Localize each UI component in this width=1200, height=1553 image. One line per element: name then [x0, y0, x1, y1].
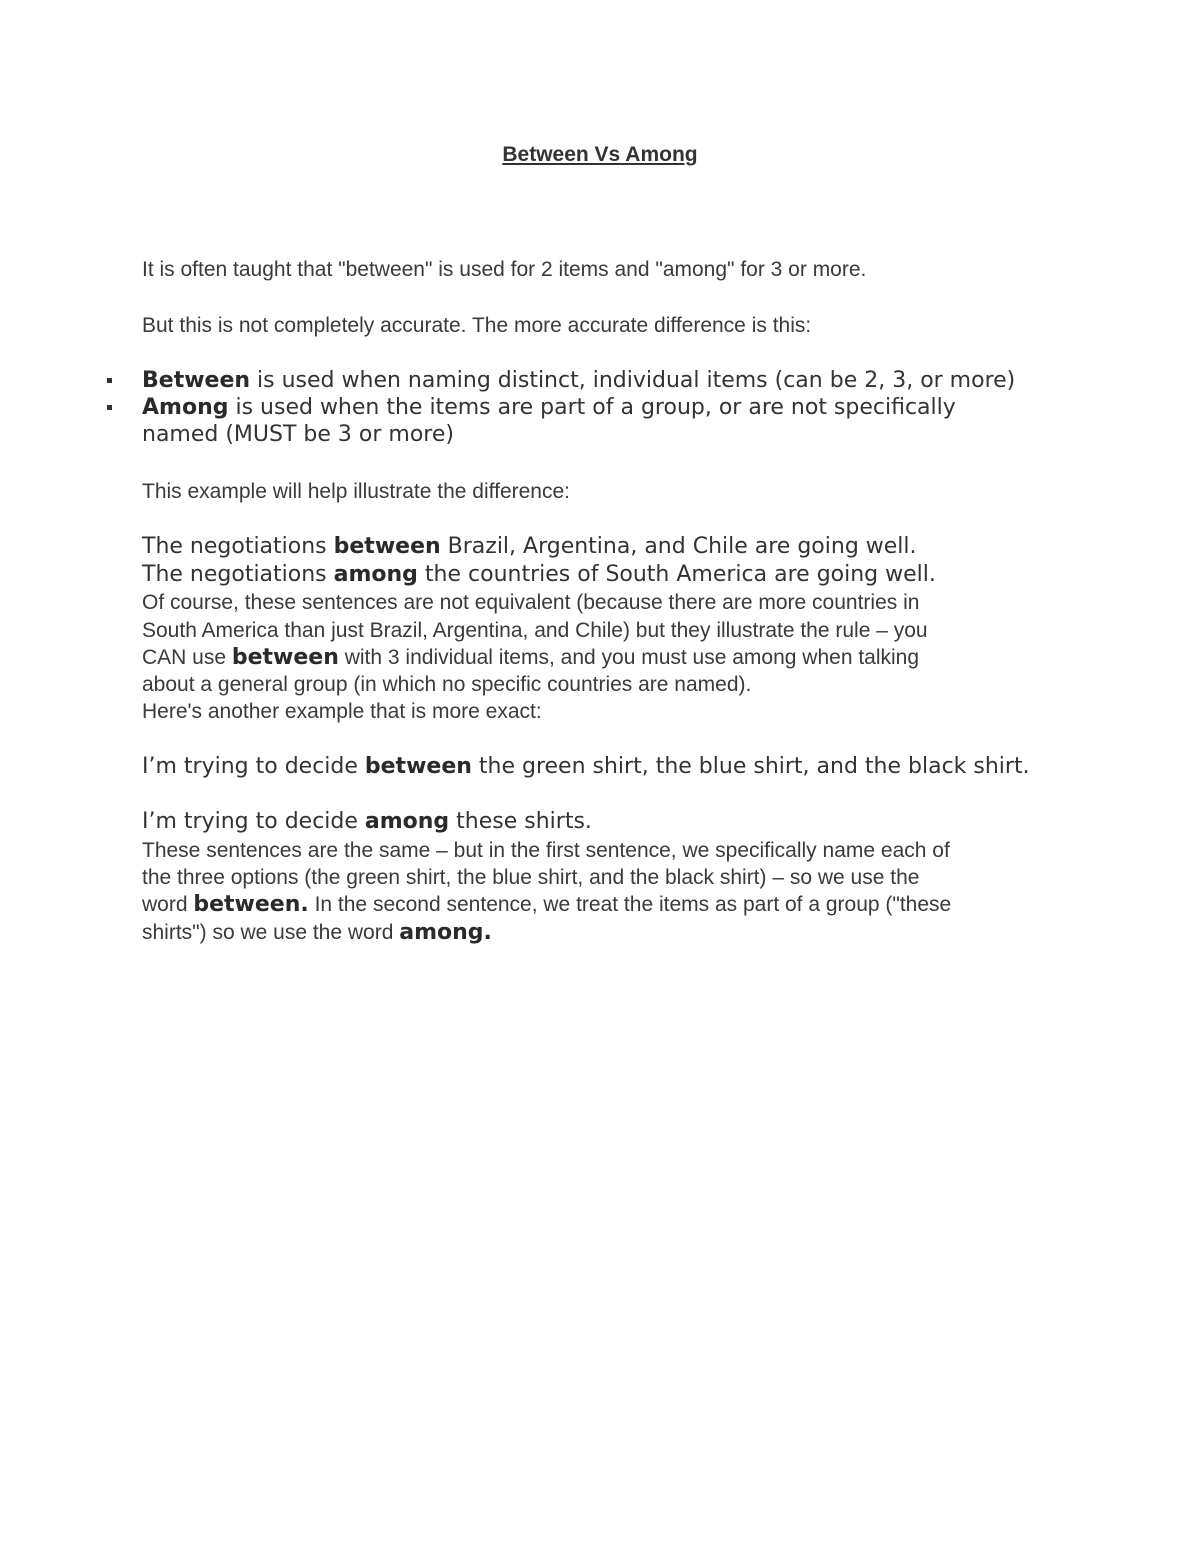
example1-lead: This example will help illustrate the difference: [142, 480, 570, 503]
example1-explanation-line-2: South America than just Brazil, Argentina, and Chile) but they illustrate the rule – you [142, 619, 928, 642]
square-bullet-icon [107, 405, 112, 410]
sentence-text: I’m trying to decide [142, 754, 365, 779]
sentence-text: the countries of South America are going well. [417, 562, 936, 587]
sentence-keyword: between [364, 754, 472, 779]
bullet-term: Between [142, 368, 251, 393]
bullet-term: Among [142, 395, 229, 420]
sentence-text: I’m trying to decide [142, 809, 365, 834]
sentence-keyword: among [364, 809, 450, 834]
example1-sentence-1 [142, 533, 1072, 561]
example2-explanation-line-3 [142, 891, 1072, 918]
example2-explanation-line-2: the three options (the green shirt, the blue shirt, and the black shirt) – so we use the [142, 866, 920, 889]
bullet-item-among [0, 394, 1022, 448]
explanation-keyword: between [231, 645, 339, 670]
document-title: Between Vs Among [502, 143, 698, 166]
example1-explanation-line-3 [142, 644, 1072, 671]
square-bullet-icon [107, 378, 112, 383]
explanation-keyword: among. [399, 920, 492, 945]
sentence-text: Brazil, Argentina, and Chile are going well. [440, 534, 917, 559]
example1-explanation-line-4: about a general group (in which no specific countries are named). [142, 673, 752, 696]
bullet-description: is used when naming distinct, individual items (can be 2, 3, or more) [250, 368, 1016, 393]
explanation-text: CAN use [142, 646, 232, 669]
example2-sentence-1 [142, 753, 1072, 781]
example2-explanation-line-1: These sentences are the same – but in the first sentence, we specifically name each of [142, 839, 950, 862]
explanation-text: In the second sentence, we treat the items as part of a group ("these [308, 893, 952, 916]
sentence-text: The negotiations [142, 534, 334, 559]
example2-explanation-line-4 [142, 919, 1072, 946]
intro-paragraph-1: It is often taught that "between" is used for 2 items and "among" for 3 or more. [142, 258, 867, 281]
explanation-text: shirts") so we use the word [142, 921, 400, 944]
bullet-description: is used when the items are part of a group, or are not specifically named (MUST be 3 or more) [142, 395, 956, 447]
explanation-keyword: between. [193, 892, 309, 917]
bullet-item-between [0, 367, 1022, 394]
sentence-keyword: among [333, 562, 418, 587]
rule-bullet-list [0, 367, 1200, 448]
example1-sentence-2 [142, 561, 1072, 589]
example2-lead: Here's another example that is more exact: [142, 700, 542, 723]
sentence-text: the green shirt, the blue shirt, and the black shirt. [471, 754, 1030, 779]
example1-explanation-line-1: Of course, these sentences are not equivalent (because there are more countries in [142, 591, 920, 614]
intro-paragraph-2: But this is not completely accurate. The more accurate difference is this: [142, 314, 812, 337]
sentence-keyword: between [333, 534, 441, 559]
example2-sentence-2 [142, 808, 1072, 836]
explanation-text: word [142, 893, 194, 916]
sentence-text: The negotiations [142, 562, 334, 587]
explanation-text: with 3 individual items, and you must use among when talking [338, 646, 920, 669]
sentence-text: these shirts. [449, 809, 592, 834]
